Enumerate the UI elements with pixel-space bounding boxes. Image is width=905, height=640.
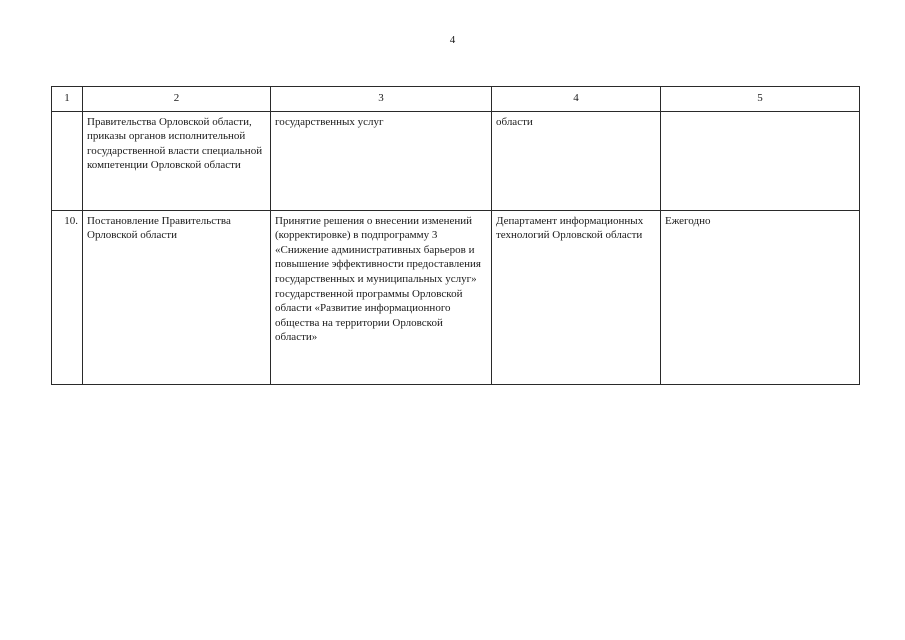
column-header-4: 4	[492, 87, 661, 112]
term-cell	[661, 111, 860, 210]
table-row	[52, 210, 860, 384]
column-header-2: 2	[83, 87, 271, 112]
page-number: 4	[449, 34, 456, 46]
term-cell: Ежегодно	[661, 210, 860, 384]
column-header-3: 3	[271, 87, 492, 112]
document-cell: Правительства Орловской области, приказы органов исполнительной государственной власти специальной компетенции Орловской области	[83, 111, 271, 210]
document-cell: Постановление Правительства Орловской области	[83, 210, 271, 384]
executor-cell: Департамент информационных технологий Орловской области	[492, 210, 661, 384]
executor-cell: области	[492, 111, 661, 210]
subject-cell: государственных услуг	[271, 111, 492, 210]
plan-table	[51, 86, 860, 385]
table-row	[52, 111, 860, 210]
table-header-row	[52, 87, 860, 112]
subject-cell: Принятие решения о внесении изменений (корректировке) в подпрограмму 3 «Снижение административных барьеров и повышение эффективности предоставления государственных и муниципальных услуг» государственной программы Орловской области «Развитие информационного общества на территории Орловской области»	[271, 210, 492, 384]
column-header-1: 1	[52, 87, 83, 112]
row-number-cell	[52, 111, 83, 210]
row-number-cell: 10.	[52, 210, 83, 384]
column-header-5: 5	[661, 87, 860, 112]
